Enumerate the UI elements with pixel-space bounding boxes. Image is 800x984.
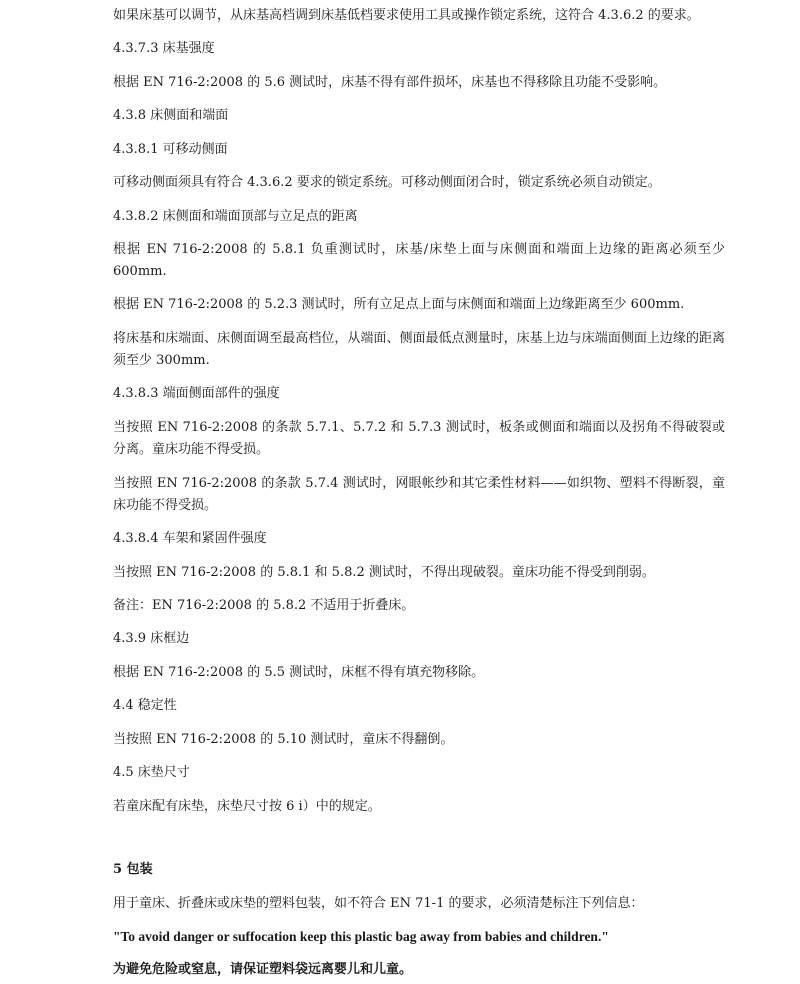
note-4-3-8-4: 备注：EN 716-2:2008 的 5.8.2 不适用于折叠床。 [113, 598, 415, 613]
heading-5-packaging: 5 包装 [113, 862, 153, 877]
paragraph-5: 用于童床、折叠床或床垫的塑料包装，如不符合 EN 71-1 的要求，必须清楚标注下列信息： [113, 896, 644, 911]
paragraph-4-3-8-1: 可移动侧面须具有符合 4.3.6.2 要求的锁定系统。可移动侧面闭合时，锁定系统必须自动锁定。 [113, 175, 661, 190]
paragraph-4-3-8-2-highest-position: 将床基和床端面、床侧面调至最高档位，从端面、侧面最低点测量时，床基上边与床端面侧面上边缘的距离须至少 300mm. [113, 331, 725, 368]
paragraph-4-5: 若童床配有床垫，床垫尺寸按 6 i）中的规定。 [113, 799, 381, 814]
warning-chinese: 为避免危险或窒息，请保证塑料袋远离婴儿和儿童。 [113, 962, 413, 977]
paragraph-4-3-8-3-mesh: 当按照 EN 716-2:2008 的条款 5.7.4 测试时，网眼帐纱和其它柔性材料——如织物、塑料不得断裂，童床功能不得受损。 [113, 476, 725, 513]
heading-4-4: 4.4 稳定性 [113, 698, 177, 713]
heading-4-3-8-4: 4.3.8.4 车架和紧固件强度 [113, 531, 267, 546]
paragraph-4-3-9: 根据 EN 716-2:2008 的 5.5 测试时，床框不得有填充物移除。 [113, 665, 485, 680]
heading-4-3-8: 4.3.8 床侧面和端面 [113, 108, 229, 123]
paragraph-4-3-7-3: 根据 EN 716-2:2008 的 5.6 测试时，床基不得有部件损坏，床基也不得移除且功能不受影响。 [113, 75, 667, 90]
warning-english: "To avoid danger or suffocation keep this plastic bag away from babies and children." [113, 929, 609, 944]
heading-4-5: 4.5 床垫尺寸 [113, 765, 190, 780]
heading-4-3-8-1: 4.3.8.1 可移动侧面 [113, 142, 228, 157]
heading-4-3-8-2: 4.3.8.2 床侧面和端面顶部与立足点的距离 [113, 209, 358, 224]
paragraph-4-3-8-2-load-test: 根据 EN 716-2:2008 的 5.8.1 负重测试时，床基/床垫上面与床侧面和端面上边缘的距离必须至少 600mm. [113, 242, 725, 279]
heading-4-3-9: 4.3.9 床框边 [113, 631, 190, 646]
paragraph-4-4: 当按照 EN 716-2:2008 的 5.10 测试时，童床不得翻倒。 [113, 732, 454, 747]
paragraph-4-3-8-4: 当按照 EN 716-2:2008 的 5.8.1 和 5.8.2 测试时，不得出现破裂。童床功能不得受到削弱。 [113, 565, 655, 580]
heading-4-3-7-3: 4.3.7.3 床基强度 [113, 41, 215, 56]
heading-4-3-8-3: 4.3.8.3 端面侧面部件的强度 [113, 386, 280, 401]
paragraph-bed-base-adjustment: 如果床基可以调节，从床基高档调到床基低档要求使用工具或操作锁定系统，这符合 4.3.6.2 的要求。 [113, 8, 700, 23]
paragraph-4-3-8-3-slats: 当按照 EN 716-2:2008 的条款 5.7.1、5.7.2 和 5.7.3 测试时，板条或侧面和端面以及拐角不得破裂或分离。童床功能不得受损。 [113, 420, 725, 457]
paragraph-4-3-8-2-footholds: 根据 EN 716-2:2008 的 5.2.3 测试时，所有立足点上面与床侧面和端面上边缘距离至少 600mm. [113, 297, 685, 312]
